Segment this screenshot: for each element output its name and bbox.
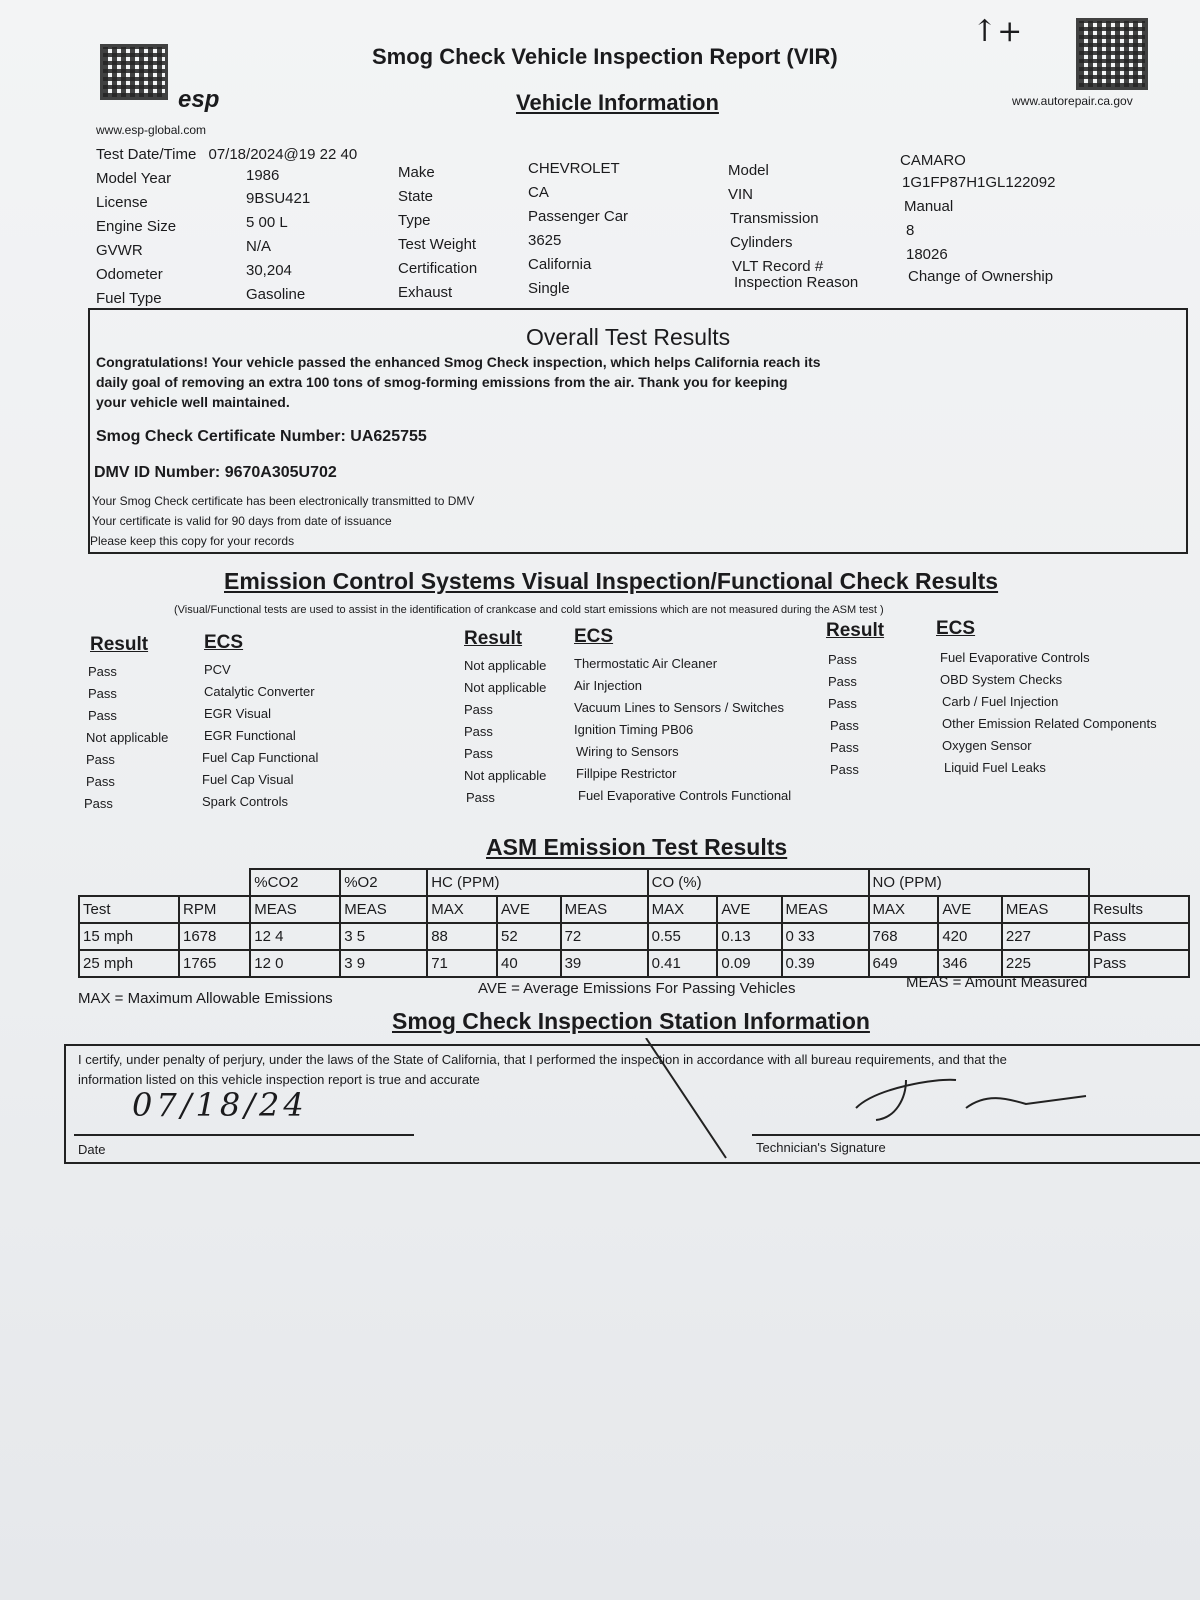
asm-cell: 71 bbox=[427, 950, 497, 977]
asm-col-header: MEAS bbox=[782, 896, 869, 923]
station-box bbox=[64, 1044, 1200, 1164]
test-datetime-label: Test Date/Time bbox=[96, 146, 197, 163]
asm-cell: 768 bbox=[869, 923, 939, 950]
asm-cell: 15 mph bbox=[79, 923, 179, 950]
vehicle-value: 1G1FP87H1GL122092 bbox=[902, 174, 1056, 191]
asm-cell: 0.09 bbox=[717, 950, 781, 977]
asm-row-25mph bbox=[79, 950, 1189, 977]
vehicle-label: License bbox=[96, 194, 148, 211]
asm-group-header-row bbox=[79, 869, 1189, 896]
certify-line-2: information listed on this vehicle inspection report is true and accurate bbox=[78, 1072, 480, 1087]
asm-col-header: MEAS bbox=[1002, 896, 1089, 923]
vehicle-label: Odometer bbox=[96, 266, 163, 283]
vehicle-value: 5 00 L bbox=[246, 214, 288, 231]
ecs-ecs-header: ECS bbox=[574, 626, 614, 647]
asm-cell: 52 bbox=[497, 923, 561, 950]
ecs-item: EGR Visual bbox=[204, 706, 271, 721]
asm-col-header: MAX bbox=[869, 896, 939, 923]
ecs-result-header: Result bbox=[826, 620, 885, 641]
vehicle-label: Fuel Type bbox=[96, 290, 162, 307]
ecs-result: Not applicable bbox=[86, 730, 169, 745]
esp-url: www.esp-global.com bbox=[96, 123, 207, 137]
ecs-item: OBD System Checks bbox=[940, 672, 1063, 687]
asm-cell: 346 bbox=[938, 950, 1002, 977]
ecs-result: Pass bbox=[830, 718, 859, 733]
asm-cell: 0.41 bbox=[648, 950, 718, 977]
ecs-ecs-header: ECS bbox=[936, 618, 976, 639]
esp-logo: esp bbox=[178, 86, 220, 113]
vehicle-value: N/A bbox=[246, 238, 272, 255]
ecs-item: Fuel Evaporative Controls bbox=[940, 650, 1090, 665]
vehicle-value: California bbox=[528, 256, 592, 273]
right-qr-code bbox=[1076, 18, 1148, 90]
asm-cell: 12 4 bbox=[250, 923, 340, 950]
vehicle-value: Change of Ownership bbox=[908, 268, 1054, 285]
asm-cell: 0.55 bbox=[648, 923, 718, 950]
ecs-ecs-header: ECS bbox=[204, 632, 244, 653]
asm-cell: Pass bbox=[1089, 950, 1189, 977]
ecs-result: Pass bbox=[830, 740, 859, 755]
ecs-subtitle: (Visual/Functional tests are used to assist in the identification of crankcase and cold start emissions which are not measured during the ASM test ) bbox=[174, 604, 884, 616]
asm-cell: 0.39 bbox=[782, 950, 869, 977]
vehicle-label: Engine Size bbox=[96, 218, 177, 235]
vehicle-value: Gasoline bbox=[246, 286, 306, 303]
asm-blank-cell bbox=[79, 869, 250, 896]
ecs-item: Other Emission Related Components bbox=[942, 716, 1157, 731]
test-datetime-row bbox=[96, 146, 357, 163]
asm-cell: 39 bbox=[561, 950, 648, 977]
ecs-result-header: Result bbox=[464, 628, 523, 649]
autorepair-url: www.autorepair.ca.gov bbox=[1012, 94, 1133, 108]
vehicle-value: Passenger Car bbox=[528, 208, 629, 225]
vehicle-label: VLT Record # bbox=[732, 258, 824, 275]
ecs-item: Catalytic Converter bbox=[204, 684, 315, 699]
ecs-item: Fuel Evaporative Controls Functional bbox=[578, 788, 792, 803]
ecs-item: Wiring to Sensors bbox=[576, 744, 679, 759]
asm-col-header: MEAS bbox=[340, 896, 427, 923]
ecs-result: Pass bbox=[464, 746, 493, 761]
asm-cell: Pass bbox=[1089, 923, 1189, 950]
asm-col-header: RPM bbox=[179, 896, 250, 923]
asm-cell: 12 0 bbox=[250, 950, 340, 977]
handwritten-date: 07/18/24 bbox=[132, 1086, 308, 1124]
signature-line bbox=[752, 1134, 1200, 1136]
asm-title: ASM Emission Test Results bbox=[486, 834, 788, 860]
signature-mark bbox=[606, 1038, 1200, 1168]
asm-col-header: Results bbox=[1089, 896, 1189, 923]
asm-col-header: Test bbox=[79, 896, 179, 923]
vehicle-label: Transmission bbox=[730, 210, 819, 227]
asm-cell: 3 9 bbox=[340, 950, 427, 977]
ecs-title: Emission Control Systems Visual Inspection/Functional Check Results bbox=[224, 568, 999, 594]
asm-cell: 227 bbox=[1002, 923, 1089, 950]
legend-ave: AVE = Average Emissions For Passing Vehicles bbox=[478, 980, 796, 997]
asm-cell: 225 bbox=[1002, 950, 1089, 977]
asm-cell: 420 bbox=[938, 923, 1002, 950]
legend-meas: MEAS = Amount Measured bbox=[906, 974, 1088, 991]
vehicle-label: Certification bbox=[398, 260, 478, 277]
asm-col-header: MEAS bbox=[561, 896, 648, 923]
dmv-number: 9670A305U702 bbox=[224, 464, 337, 481]
test-datetime-value: 07/18/2024@19 22 40 bbox=[208, 146, 358, 163]
vehicle-label: Make bbox=[398, 164, 435, 181]
asm-group-no: NO (PPM) bbox=[869, 869, 1089, 896]
asm-cell: 1765 bbox=[179, 950, 250, 977]
asm-cell: 0.13 bbox=[717, 923, 781, 950]
asm-group-co: CO (%) bbox=[648, 869, 869, 896]
station-title: Smog Check Inspection Station Information bbox=[392, 1008, 870, 1034]
congrats-line-1: Congratulations! Your vehicle passed the enhanced Smog Check inspection, which helps California reach its bbox=[96, 354, 821, 370]
vehicle-info-title: Vehicle Information bbox=[516, 90, 719, 115]
ecs-result: Pass bbox=[464, 724, 493, 739]
asm-cell: 3 5 bbox=[340, 923, 427, 950]
dmv-label: DMV ID Number: bbox=[94, 464, 221, 481]
ecs-item: Spark Controls bbox=[202, 794, 288, 809]
asm-group-o2: %O2 bbox=[340, 869, 427, 896]
ecs-result: Not applicable bbox=[464, 680, 547, 695]
ecs-result: Pass bbox=[828, 696, 857, 711]
ecs-item: EGR Functional bbox=[204, 728, 296, 743]
asm-column-header-row bbox=[79, 896, 1189, 923]
ecs-result: Pass bbox=[88, 664, 117, 679]
vehicle-label: State bbox=[398, 188, 434, 205]
corner-mark: ↑+ bbox=[972, 14, 1023, 49]
asm-blank-cell bbox=[1089, 869, 1189, 896]
ecs-result: Pass bbox=[88, 708, 117, 723]
vehicle-label: Test Weight bbox=[398, 236, 477, 253]
vehicle-label: Inspection Reason bbox=[734, 274, 859, 291]
ecs-item: Carb / Fuel Injection bbox=[942, 694, 1059, 709]
asm-cell: 25 mph bbox=[79, 950, 179, 977]
ecs-item: Liquid Fuel Leaks bbox=[944, 760, 1046, 775]
vehicle-label: Model bbox=[728, 162, 769, 179]
ecs-item: Fillpipe Restrictor bbox=[576, 766, 677, 781]
ecs-result: Not applicable bbox=[464, 768, 547, 783]
ecs-item: Thermostatic Air Cleaner bbox=[574, 656, 718, 671]
vehicle-value: 9BSU421 bbox=[246, 190, 311, 207]
ecs-item: PCV bbox=[204, 662, 231, 677]
ecs-result: Pass bbox=[466, 790, 495, 805]
congrats-line-2: daily goal of removing an extra 100 tons of smog-forming emissions from the air. Thank you for keeping bbox=[96, 374, 788, 390]
ecs-result: Pass bbox=[88, 686, 117, 701]
ecs-result: Pass bbox=[828, 674, 857, 689]
ecs-result: Pass bbox=[84, 796, 113, 811]
validity-note: Your certificate is valid for 90 days from date of issuance bbox=[92, 514, 392, 528]
keep-copy-note: Please keep this copy for your records bbox=[90, 534, 295, 548]
vehicle-label: VIN bbox=[728, 186, 754, 203]
asm-col-header: AVE bbox=[497, 896, 561, 923]
overall-results-title: Overall Test Results bbox=[526, 324, 731, 350]
certificate-number: UA625755 bbox=[350, 428, 427, 445]
asm-col-header: MEAS bbox=[250, 896, 340, 923]
ecs-item: Air Injection bbox=[574, 678, 642, 693]
legend-max: MAX = Maximum Allowable Emissions bbox=[78, 990, 333, 1007]
asm-cell: 72 bbox=[561, 923, 648, 950]
vehicle-value: 18026 bbox=[906, 246, 948, 263]
overall-results-box bbox=[88, 308, 1188, 554]
asm-cell: 88 bbox=[427, 923, 497, 950]
asm-group-hc: HC (PPM) bbox=[427, 869, 647, 896]
vehicle-value: 8 bbox=[906, 222, 915, 239]
left-qr-code bbox=[100, 44, 168, 100]
vehicle-label: Cylinders bbox=[730, 234, 793, 251]
vehicle-value: CA bbox=[528, 184, 549, 201]
ecs-item: Ignition Timing PB06 bbox=[574, 722, 694, 737]
asm-table bbox=[78, 868, 1190, 978]
report-title: Smog Check Vehicle Inspection Report (VIR) bbox=[372, 44, 838, 69]
vehicle-label: Exhaust bbox=[398, 284, 453, 301]
vehicle-label: GVWR bbox=[96, 242, 143, 259]
asm-col-header: AVE bbox=[938, 896, 1002, 923]
asm-col-header: MAX bbox=[427, 896, 497, 923]
vehicle-value: 1986 bbox=[246, 167, 280, 184]
vehicle-value: 3625 bbox=[528, 232, 562, 249]
asm-cell: 40 bbox=[497, 950, 561, 977]
asm-cell: 0 33 bbox=[782, 923, 869, 950]
vehicle-label: Model Year bbox=[96, 170, 172, 187]
transmit-note: Your Smog Check certificate has been electronically transmitted to DMV bbox=[92, 494, 475, 508]
date-line bbox=[74, 1134, 414, 1136]
ecs-result: Pass bbox=[86, 774, 115, 789]
vehicle-value: Manual bbox=[904, 198, 954, 215]
asm-cell: 1678 bbox=[179, 923, 250, 950]
certify-line-1: I certify, under penalty of perjury, under the laws of the State of California, that I performed the inspection in accordance with all bureau requirements, and that the bbox=[78, 1052, 1007, 1067]
asm-row-15mph bbox=[79, 923, 1189, 950]
ecs-result: Not applicable bbox=[464, 658, 547, 673]
ecs-result-header: Result bbox=[90, 634, 149, 655]
ecs-item: Fuel Cap Visual bbox=[202, 772, 294, 787]
certificate-row bbox=[96, 428, 427, 446]
asm-cell: 649 bbox=[869, 950, 939, 977]
asm-col-header: AVE bbox=[717, 896, 781, 923]
ecs-item: Oxygen Sensor bbox=[942, 738, 1032, 753]
ecs-result: Pass bbox=[464, 702, 493, 717]
asm-col-header: MAX bbox=[648, 896, 718, 923]
ecs-item: Fuel Cap Functional bbox=[202, 750, 319, 765]
ecs-result: Pass bbox=[828, 652, 857, 667]
certificate-label: Smog Check Certificate Number: bbox=[96, 428, 346, 445]
dmv-row bbox=[94, 464, 337, 482]
date-label: Date bbox=[78, 1142, 106, 1157]
vehicle-label: Type bbox=[398, 212, 431, 229]
congrats-line-3: your vehicle well maintained. bbox=[96, 394, 290, 410]
vehicle-value: 30,204 bbox=[246, 262, 292, 279]
vehicle-value: CHEVROLET bbox=[528, 160, 620, 177]
ecs-item: Vacuum Lines to Sensors / Switches bbox=[574, 700, 785, 715]
vehicle-value: CAMARO bbox=[900, 152, 966, 169]
ecs-result: Pass bbox=[830, 762, 859, 777]
asm-group-co2: %CO2 bbox=[250, 869, 340, 896]
vehicle-value: Single bbox=[528, 280, 570, 297]
ecs-result: Pass bbox=[86, 752, 115, 767]
signature-label: Technician's Signature bbox=[756, 1140, 886, 1155]
